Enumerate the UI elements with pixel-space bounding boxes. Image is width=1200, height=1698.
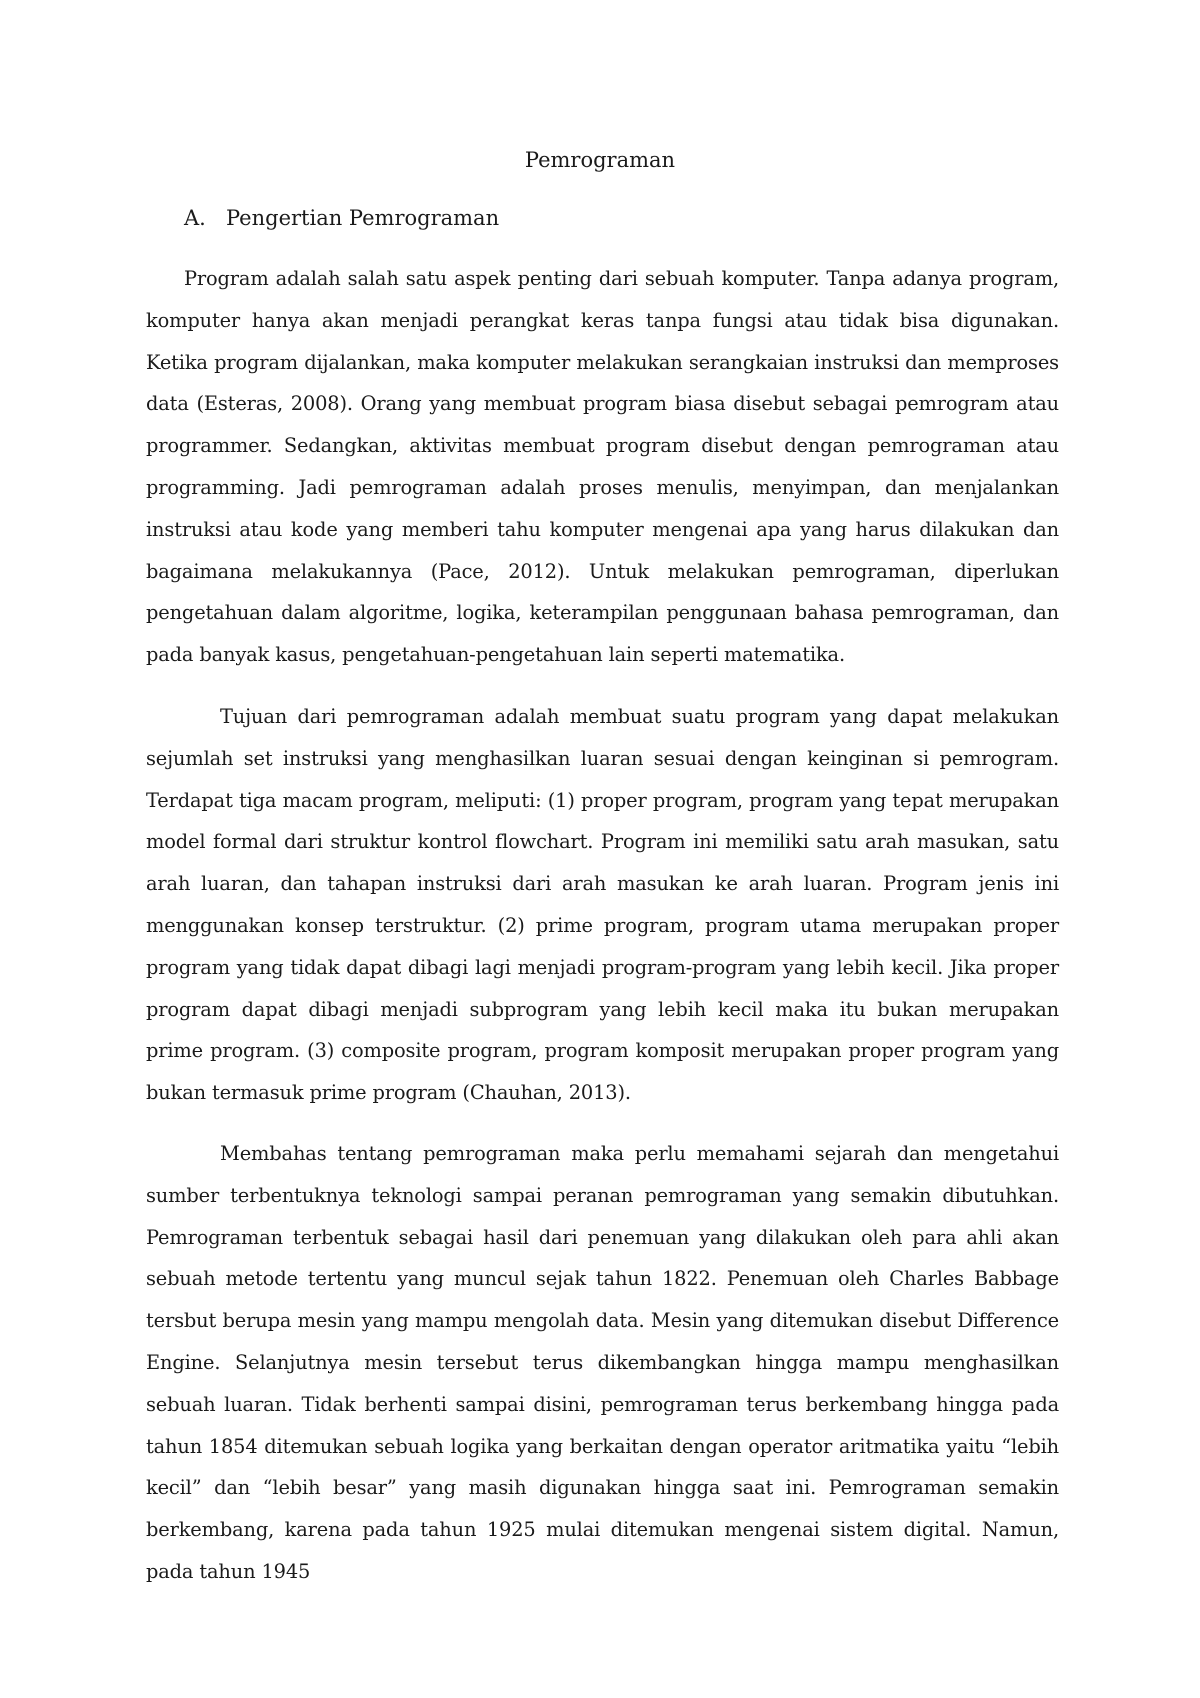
paragraph-2: Tujuan dari pemrograman adalah membuat suatu program yang dapat melakukan sejumlah set instruksi yang menghasilkan luaran sesuai dengan keinginan si pemrogram. Terdapat tiga macam program, meliputi: (1) proper program, program yang tepat merupakan model formal dari struktur kontrol flowchart. Program ini memiliki satu arah masukan, satu arah luaran, dan tahapan instruksi dari arah masukan ke arah luaran. Program jenis ini menggunakan konsep terstruktur. (2) prime program, program utama merupakan proper program yang tidak dapat dibagi lagi menjadi program-program yang lebih kecil. Jika proper program dapat dibagi menjadi subprogram yang lebih kecil maka itu bukan merupakan prime program. (3) composite program, program komposit merupakan proper program yang bukan termasuk prime program (Chauhan, 2013). (146, 705, 1059, 1105)
page-title: Pemrograman (524, 148, 676, 172)
section-heading-text: Pengertian Pemrograman (226, 206, 500, 230)
paragraph-1: Program adalah salah satu aspek penting dari sebuah komputer. Tanpa adanya program, komputer hanya akan menjadi perangkat keras tanpa fungsi atau tidak bisa digunakan. Ketika program dijalankan, maka komputer melakukan serangkaian instruksi dan memproses data (Esteras, 2008). Orang yang membuat program biasa disebut sebagai pemrogram atau programmer. Sedangkan, aktivitas membuat program disebut dengan pemrograman atau programming. Jadi pemrograman adalah proses menulis, menyimpan, dan menjalankan instruksi atau kode yang memberi tahu komputer mengenai apa yang harus dilakukan dan bagaimana melakukannya (Pace, 2012). Untuk melakukan pemrograman, diperlukan pengetahuan dalam algoritme, logika, keterampilan penggunaan bahasa pemrograman, dan pada banyak kasus, pengetahuan-pengetahuan lain seperti matematika. (146, 267, 1059, 667)
section-number: A. (184, 206, 206, 230)
paragraph-3: Membahas tentang pemrograman maka perlu memahami sejarah dan mengetahui sumber terbentuknya teknologi sampai peranan pemrograman yang semakin dibutuhkan. Pemrograman terbentuk sebagai hasil dari penemuan yang dilakukan oleh para ahli akan sebuah metode tertentu yang muncul sejak tahun 1822. Penemuan oleh Charles Babbage tersbut berupa mesin yang mampu mengolah data. Mesin yang ditemukan disebut Difference Engine. Selanjutnya mesin tersebut terus dikembangkan hingga mampu menghasilkan sebuah luaran. Tidak berhenti sampai disini, pemrograman terus berkembang hingga pada tahun 1854 ditemukan sebuah logika yang berkaitan dengan operator aritmatika yaitu “lebih kecil” dan “lebih besar” yang masih digunakan hingga saat ini. Pemrograman semakin berkembang, karena pada tahun 1925 mulai ditemukan mengenai sistem digital. Namun, pada tahun 1945 (146, 1142, 1059, 1583)
section-heading (184, 204, 499, 232)
